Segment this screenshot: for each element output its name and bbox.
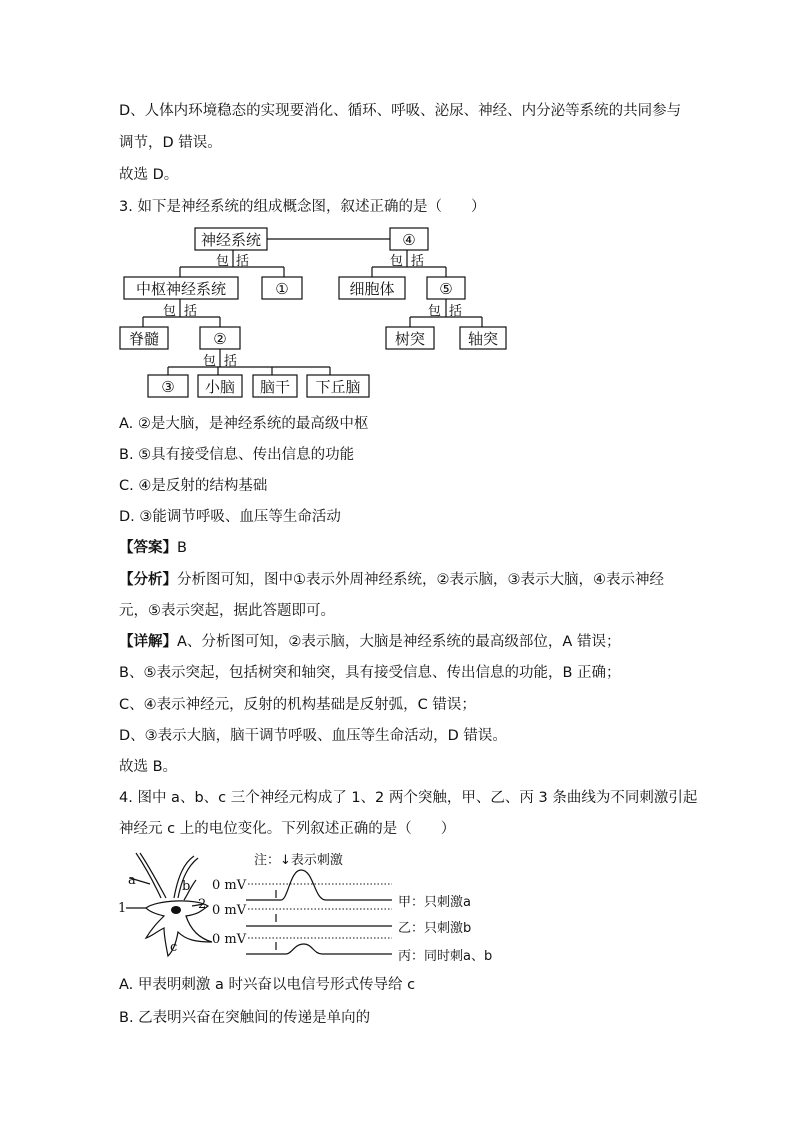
- label-1: 1: [118, 901, 127, 916]
- node-spinal-cord: 脊髓: [128, 330, 160, 348]
- node-cerebellum: 小脑: [204, 378, 236, 396]
- choose-line: 故选 B。: [119, 759, 178, 775]
- node-brainstem: 脑干: [259, 378, 291, 396]
- zero-mv-label: 0 mV: [212, 932, 247, 947]
- label-c: c: [170, 940, 178, 955]
- detail-line-4: D、③表示大脑，脑干调节呼吸、血压等生命活动，D 错误。: [119, 728, 507, 744]
- node-central-nervous-system: 中枢神经系统: [135, 280, 227, 298]
- zero-mv-label: 0 mV: [212, 903, 247, 918]
- question-3-stem: 3. 如下是神经系统的组成概念图，叙述正确的是（ ）: [119, 199, 486, 215]
- label-2: 2: [198, 897, 207, 912]
- include-label: 括: [449, 304, 463, 319]
- node-3: ③: [161, 378, 175, 396]
- q4-option-a: A. 甲表明刺激 a 时兴奋以电信号形式传导给 c: [119, 977, 416, 993]
- include-label: 包: [428, 304, 442, 319]
- include-label: 括: [411, 254, 425, 269]
- analysis-tag: 【分析】: [119, 572, 177, 588]
- answer-tag: 【答案】: [119, 540, 177, 556]
- node-5: ⑤: [439, 280, 453, 298]
- answer-value: B: [177, 540, 187, 556]
- figure-note: 注：↓表示刺激: [254, 853, 343, 868]
- include-label: 括: [236, 254, 250, 269]
- include-label: 括: [184, 304, 198, 319]
- detail-tag: 【详解】: [119, 634, 177, 650]
- node-dendrite: 树突: [394, 330, 426, 348]
- synapse-potential-figure: [116, 848, 516, 970]
- node-nervous-system: 神经系统: [200, 231, 262, 249]
- neuron-illustration: [118, 853, 212, 956]
- node-hypothalamus: 下丘脑: [315, 378, 361, 396]
- detail-line-3: C、④表示神经元，反射的机构基础是反射弧，C 错误；: [119, 697, 476, 713]
- analysis-line-2: 元，⑤表示突起，据此答题即可。: [119, 603, 335, 619]
- node-cell-body: 细胞体: [349, 280, 395, 298]
- text-line: 故选 D。: [119, 167, 179, 183]
- option-d: D. ③能调节呼吸、血压等生命活动: [119, 509, 341, 525]
- nervous-system-concept-map: [118, 225, 518, 400]
- option-b: B. ⑤具有接受信息、传出信息的功能: [119, 447, 355, 463]
- include-label: 包: [163, 304, 177, 319]
- detail-text: A、分析图可知，②表示脑，大脑是神经系统的最高级部位，A 错误；: [177, 634, 621, 650]
- zero-mv-label: 0 mV: [212, 878, 247, 893]
- include-label: 包: [390, 254, 404, 269]
- question-4-stem: 4. 图中 a、b、c 三个神经元构成了 1、2 两个突触，甲、乙、丙 3 条曲线为不同刺激引起: [119, 790, 698, 806]
- node-4: ④: [402, 231, 416, 249]
- analysis-text: 分析图可知，图中①表示外周神经系统，②表示脑，③表示大脑，④表示神经: [177, 572, 664, 588]
- legend-bing: 丙：同时刺a、b: [398, 949, 493, 964]
- legend-jia: 甲：只刺激a: [398, 895, 471, 910]
- text-line: 调节，D 错误。: [119, 135, 222, 151]
- node-axon: 轴突: [467, 330, 499, 348]
- label-b: b: [182, 879, 191, 894]
- detail-line-2: B、⑤表示突起，包括树突和轴突，具有接受信息、传出信息的功能，B 正确；: [119, 665, 621, 681]
- include-label: 包: [216, 254, 230, 269]
- answer-line: [119, 538, 187, 558]
- detail-line: [119, 632, 620, 652]
- legend-yi: 乙：只刺激b: [398, 921, 472, 936]
- option-c: C. ④是反射的结构基础: [119, 478, 268, 494]
- label-a: a: [128, 873, 136, 888]
- option-a: A. ②是大脑，是神经系统的最高级中枢: [119, 416, 369, 432]
- include-label: 括: [224, 354, 238, 369]
- q4-option-b: B. 乙表明兴奋在突触间的传递是单向的: [119, 1010, 371, 1026]
- analysis-line: [119, 570, 664, 590]
- node-1: ①: [275, 280, 289, 298]
- include-label: 包: [203, 354, 217, 369]
- text-line: D、人体内环境稳态的实现要消化、循环、呼吸、泌尿、神经、内分泌等系统的共同参与: [119, 103, 682, 119]
- question-4-stem-2: 神经元 c 上的电位变化。下列叙述正确的是（ ）: [119, 821, 456, 837]
- node-2: ②: [213, 330, 227, 348]
